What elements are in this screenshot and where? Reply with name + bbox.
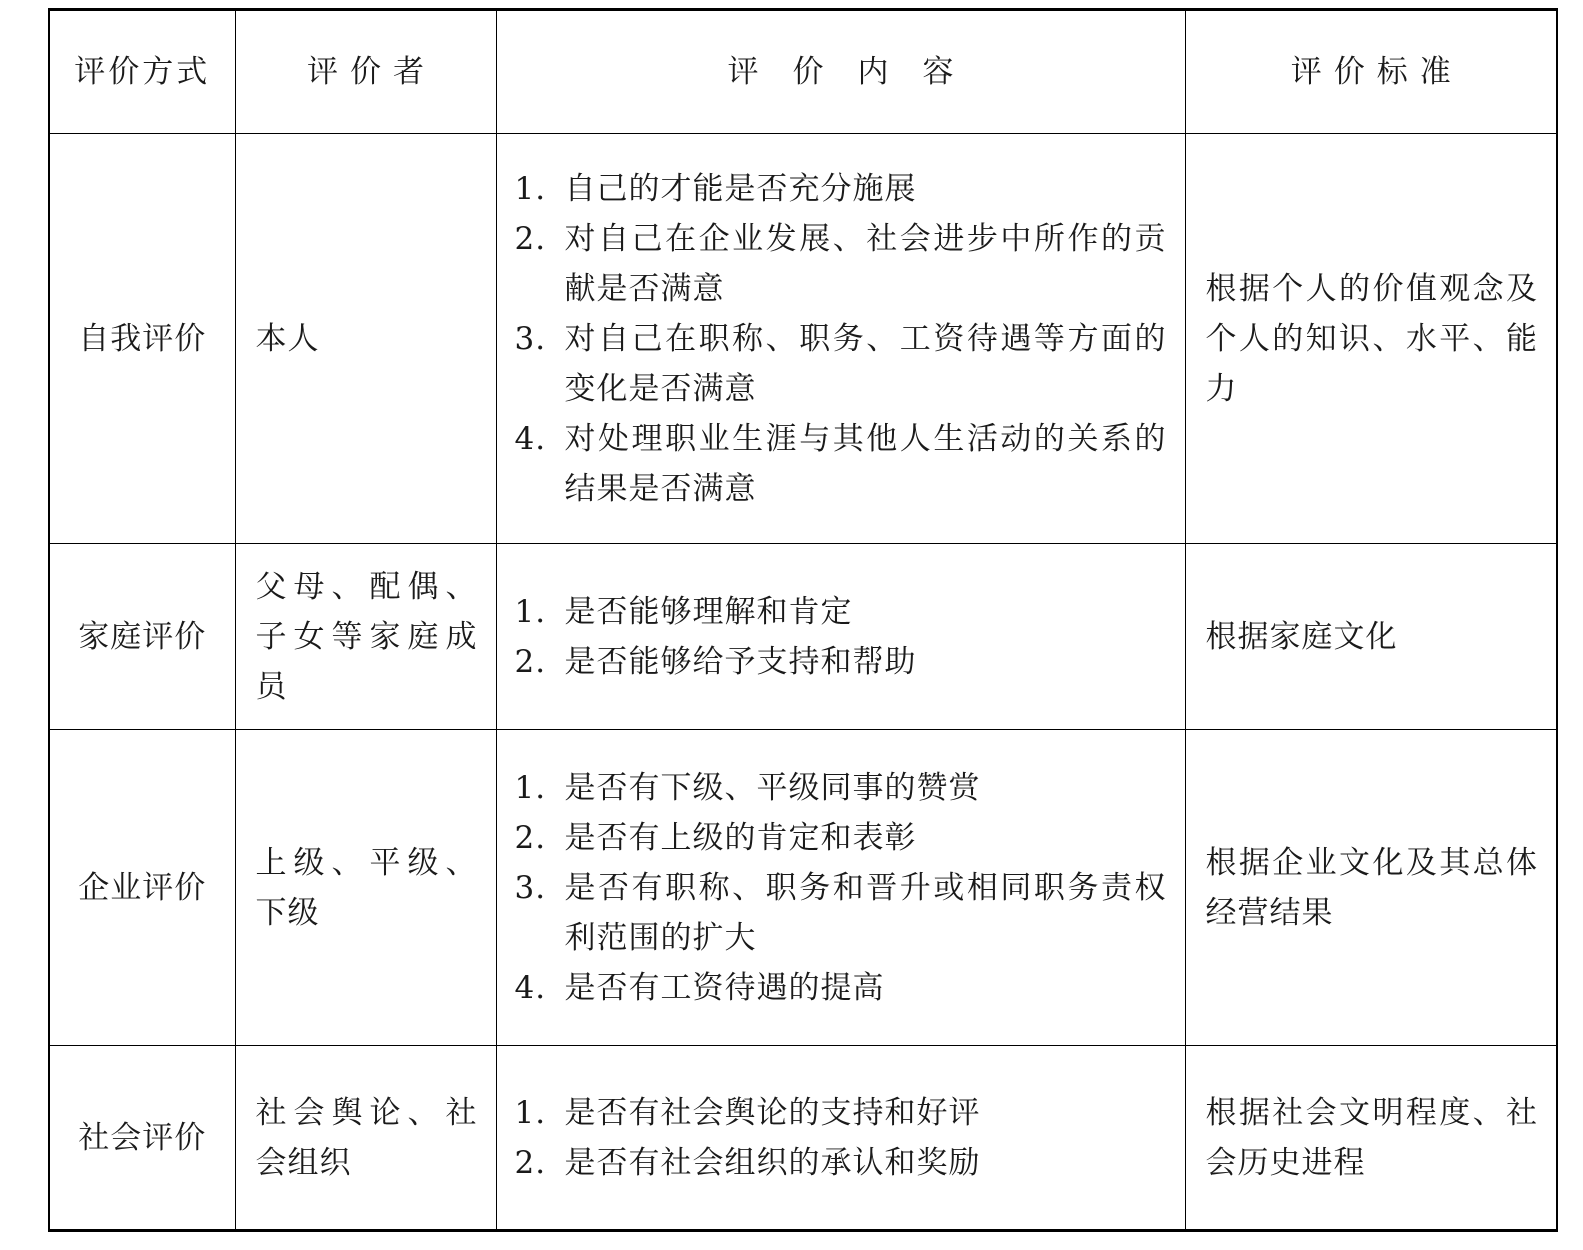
item-text: 是否有社会组织的承认和奖励 xyxy=(564,1144,981,1181)
list-item xyxy=(515,813,1167,863)
header-content: 评价内容 xyxy=(496,10,1185,134)
item-text: 是否能够给予支持和帮助 xyxy=(564,643,917,680)
list-item xyxy=(515,214,1167,314)
list-item xyxy=(515,164,1167,214)
content-cell xyxy=(496,544,1185,730)
item-text: 对自己在企业发展、社会进步中所作的贡献是否满意 xyxy=(564,220,1167,307)
content-list xyxy=(515,587,1167,687)
content-cell xyxy=(496,1046,1185,1231)
item-text: 是否有下级、平级同事的赞赏 xyxy=(564,769,981,806)
list-item xyxy=(515,763,1167,813)
item-number: 2. xyxy=(514,643,547,680)
content-list xyxy=(515,1088,1167,1188)
method-cell: 家庭评价 xyxy=(49,544,235,730)
item-text: 是否有工资待遇的提高 xyxy=(564,969,885,1006)
content-cell xyxy=(496,134,1185,544)
evaluator-cell: 本人 xyxy=(235,134,496,544)
item-text: 是否有上级的肯定和表彰 xyxy=(564,819,917,856)
list-item xyxy=(515,1088,1167,1138)
standard-cell: 根据企业文化及其总体经营结果 xyxy=(1185,730,1557,1046)
item-text: 是否有职称、职务和晋升或相同职务责权利范围的扩大 xyxy=(564,869,1167,956)
table-row xyxy=(49,544,1557,730)
item-text: 是否能够理解和肯定 xyxy=(564,593,853,630)
item-number: 3. xyxy=(514,869,547,906)
list-item xyxy=(515,863,1167,963)
evaluator-cell: 父母、配偶、子女等家庭成员 xyxy=(235,544,496,730)
standard-cell: 根据家庭文化 xyxy=(1185,544,1557,730)
item-number: 2. xyxy=(514,220,547,257)
table-header-row xyxy=(49,10,1557,134)
list-item xyxy=(515,314,1167,414)
item-text: 对处理职业生涯与其他人生活动的关系的结果是否满意 xyxy=(564,420,1167,507)
standard-cell: 根据社会文明程度、社会历史进程 xyxy=(1185,1046,1557,1231)
career-evaluation-table xyxy=(48,8,1558,1232)
content-list xyxy=(515,164,1167,514)
item-number: 4. xyxy=(514,420,547,457)
item-number: 2. xyxy=(514,819,547,856)
evaluator-cell: 社会舆论、社会组织 xyxy=(235,1046,496,1231)
item-number: 1. xyxy=(514,170,547,207)
content-cell xyxy=(496,730,1185,1046)
table-row xyxy=(49,1046,1557,1231)
standard-cell: 根据个人的价值观念及个人的知识、水平、能力 xyxy=(1185,134,1557,544)
method-cell: 自我评价 xyxy=(49,134,235,544)
item-number: 1. xyxy=(514,1094,547,1131)
item-number: 3. xyxy=(514,320,547,357)
list-item xyxy=(515,963,1167,1013)
item-text: 是否有社会舆论的支持和好评 xyxy=(564,1094,981,1131)
list-item xyxy=(515,414,1167,514)
list-item xyxy=(515,587,1167,637)
item-text: 对自己在职称、职务、工资待遇等方面的变化是否满意 xyxy=(564,320,1167,407)
header-method: 评价方式 xyxy=(49,10,235,134)
list-item xyxy=(515,1138,1167,1188)
header-standard: 评价标准 xyxy=(1185,10,1557,134)
item-number: 4. xyxy=(514,969,547,1006)
evaluator-cell: 上级、平级、下级 xyxy=(235,730,496,1046)
item-number: 1. xyxy=(514,593,547,630)
table-row xyxy=(49,134,1557,544)
method-cell: 企业评价 xyxy=(49,730,235,1046)
item-number: 2. xyxy=(514,1144,547,1181)
method-cell: 社会评价 xyxy=(49,1046,235,1231)
header-evaluator: 评价者 xyxy=(235,10,496,134)
item-text: 自己的才能是否充分施展 xyxy=(564,170,917,207)
list-item xyxy=(515,637,1167,687)
content-list xyxy=(515,763,1167,1013)
item-number: 1. xyxy=(514,769,547,806)
table-row xyxy=(49,730,1557,1046)
